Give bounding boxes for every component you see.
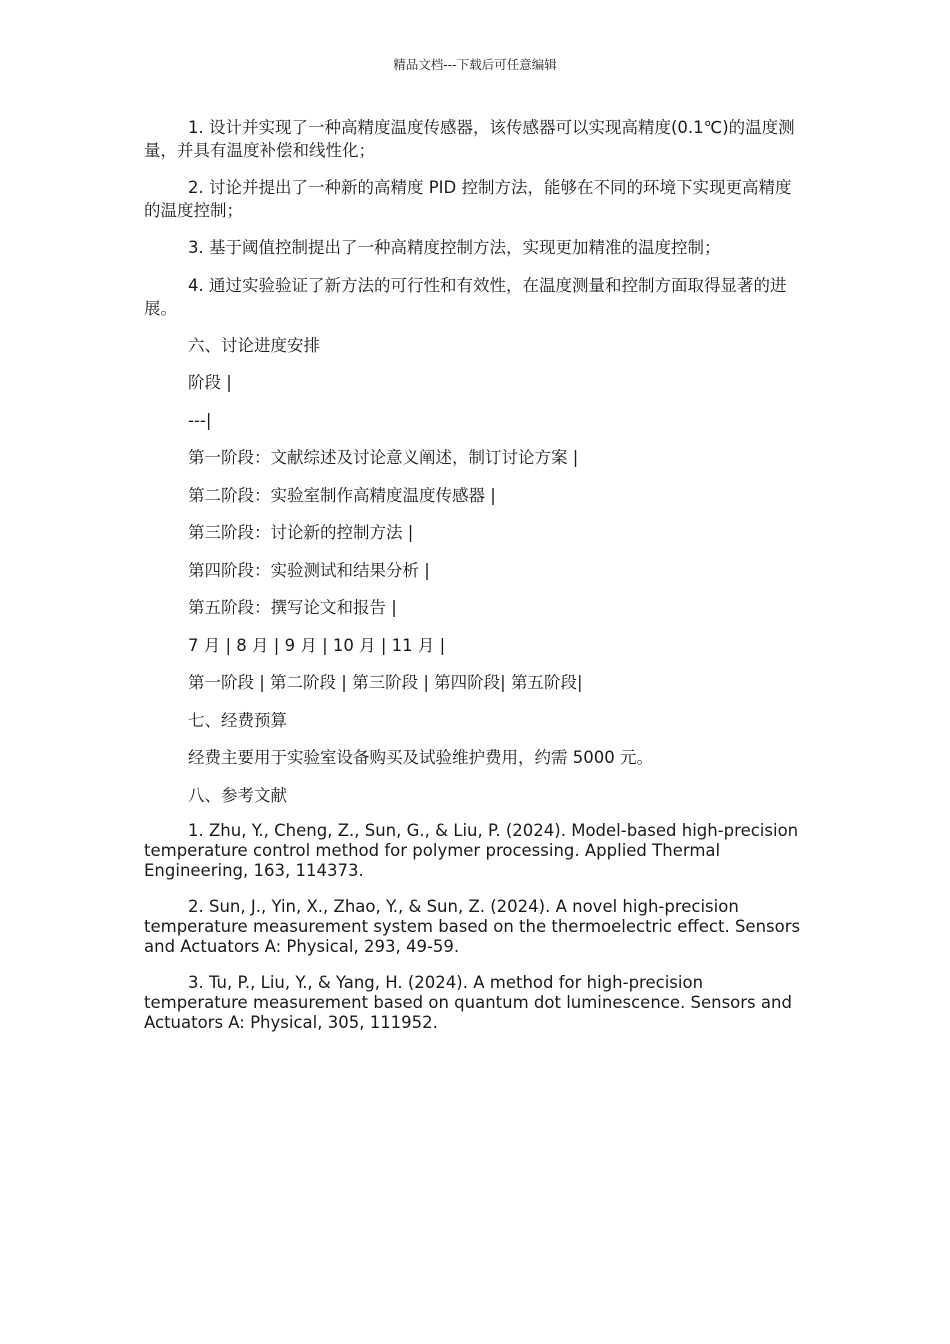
section-heading-budget: 七、经费预算: [188, 710, 287, 730]
reference-item-2: 2. Sun, J., Yin, X., Zhao, Y., & Sun, Z. (2024). A novel high-precision temperature measurement system based on the thermoelectric effect. Sensors and Actuators A: Physical, 293, 49-59.: [144, 897, 801, 956]
reference-item-1: 1. Zhu, Y., Cheng, Z., Sun, G., & Liu, P. (2024). Model-based high-precision temperature control method for polymer processing. Applied Thermal Engineering, 163, 114373.: [144, 821, 799, 880]
schedule-row-stage-1: 第一阶段：文献综述及讨论意义阐述，制订讨论方案 |: [188, 448, 579, 467]
page-header: 精品文档---下载后可任意编辑: [393, 57, 557, 72]
schedule-row-stages: 第一阶段 | 第二阶段 | 第三阶段 | 第四阶段| 第五阶段|: [188, 673, 583, 692]
achievement-item-3: 3. 基于阈值控制提出了一种高精度控制方法，实现更加精准的温度控制；: [188, 238, 721, 257]
schedule-row-stage-4: 第四阶段：实验测试和结果分析 |: [188, 560, 430, 580]
schedule-table-separator: ---|: [188, 410, 212, 430]
achievement-item-4: 4. 通过实验验证了新方法的可行性和有效性，在温度测量和控制方面取得显著的进展。: [144, 275, 787, 318]
schedule-row-months: 7 月 | 8 月 | 9 月 | 10 月 | 11 月 |: [188, 635, 446, 655]
budget-paragraph: 经费主要用于实验室设备购买及试验维护费用，约需 5000 元。: [188, 748, 653, 767]
document-body: [144, 116, 804, 1049]
achievement-item-2: 2. 讨论并提出了一种新的高精度 PID 控制方法，能够在不同的环境下实现更高精度的温度控制；: [144, 178, 792, 220]
achievement-item-1: 1. 设计并实现了一种高精度温度传感器，该传感器可以实现高精度(0.1℃)的温度测量，并具有温度补偿和线性化；: [144, 118, 795, 160]
section-heading-schedule: 六、讨论进度安排: [188, 335, 320, 355]
section-heading-references: 八、参考文献: [188, 785, 287, 805]
schedule-table-header: 阶段 |: [188, 373, 232, 392]
reference-item-3: 3. Tu, P., Liu, Y., & Yang, H. (2024). A method for high-precision temperature measurement based on quantum dot luminescence. Sensors and Actuators A: Physical, 305, 111952.: [144, 973, 792, 1032]
schedule-row-stage-3: 第三阶段：讨论新的控制方法 |: [188, 523, 414, 542]
schedule-row-stage-2: 第二阶段：实验室制作高精度温度传感器 |: [188, 485, 496, 505]
schedule-row-stage-5: 第五阶段：撰写论文和报告 |: [188, 598, 397, 617]
